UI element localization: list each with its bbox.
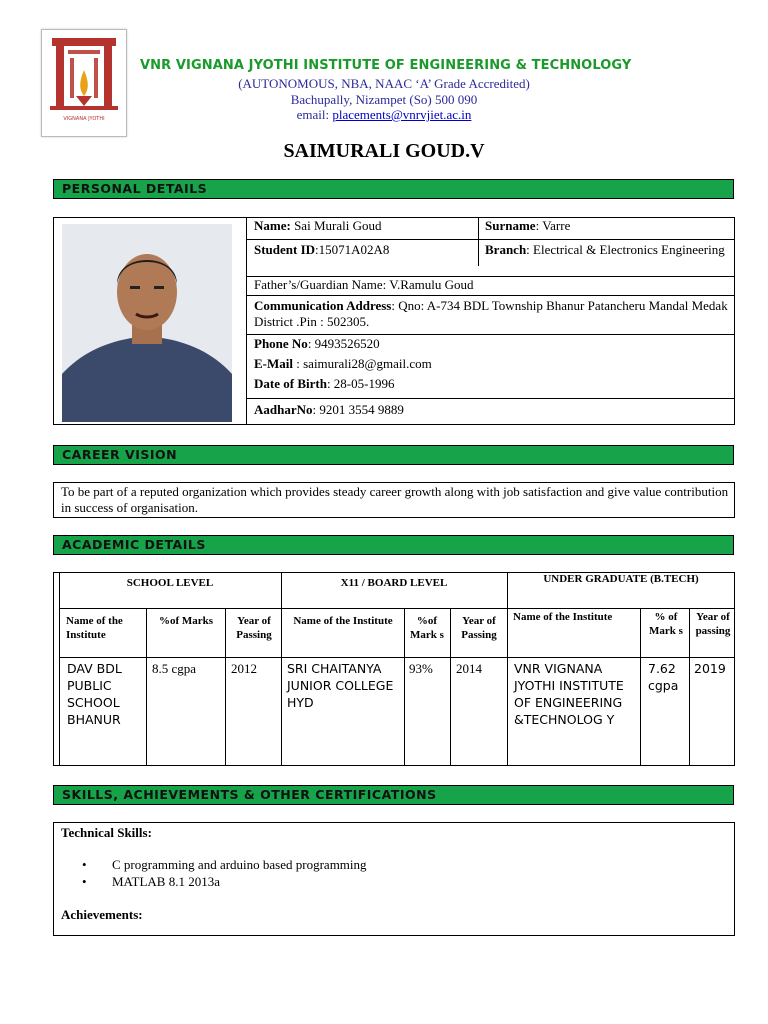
dob-field bbox=[254, 376, 730, 392]
candidate-name: SAIMURALI GOUD.V bbox=[283, 140, 485, 162]
dob-label: Date of Birth bbox=[254, 376, 327, 391]
aadhar-label: AadharNo bbox=[254, 402, 313, 417]
surname-label: Surname bbox=[485, 218, 536, 233]
address-label: Communication Address bbox=[254, 298, 392, 313]
phone-field bbox=[254, 336, 730, 352]
ug-year-col: Year of passing bbox=[695, 611, 731, 637]
aadhar-field bbox=[254, 402, 730, 418]
board-marks: 93% bbox=[409, 661, 433, 676]
school-marks: 8.5 cgpa bbox=[152, 661, 197, 676]
phone-label: Phone No bbox=[254, 336, 308, 351]
personal-details-heading: PERSONAL DETAILS bbox=[53, 179, 734, 199]
school-year: 2012 bbox=[231, 661, 257, 676]
academic-details-heading: ACADEMIC DETAILS bbox=[53, 535, 734, 555]
name-label: Name: bbox=[254, 218, 291, 233]
phone-value: : 9493526520 bbox=[307, 336, 380, 351]
board-marks-col: %of Mark s bbox=[410, 615, 444, 641]
student-id-value: :15071A02A8 bbox=[315, 242, 390, 257]
achievements-heading: Achievements: bbox=[61, 907, 143, 922]
board-institute: SRI CHAITANYA JUNIOR COLLEGE HYD bbox=[287, 661, 394, 710]
email-label: email: bbox=[296, 107, 333, 122]
institute-address: Bachupally, Nizampet (So) 500 090 bbox=[290, 92, 478, 107]
svg-text:VIGNANA JYOTHI: VIGNANA JYOTHI bbox=[63, 116, 105, 122]
placements-email-link[interactable]: placements@vnrvjiet.ac.in bbox=[332, 107, 472, 122]
ug-year: 2019 bbox=[694, 661, 726, 676]
school-institute: DAV BDL PUBLIC SCHOOL BHANUR bbox=[67, 661, 122, 727]
career-vision-text: To be part of a reputed organization which provides steady career growth along with job satisfaction and give value contribution in success of organisation. bbox=[61, 484, 729, 515]
dob-value: : 28-05-1996 bbox=[326, 376, 395, 391]
branch-field bbox=[485, 242, 730, 258]
technical-skills-heading: Technical Skills: bbox=[61, 825, 152, 840]
branch-label: Branch bbox=[485, 242, 527, 257]
skill-item: • C programming and arduino based programming bbox=[82, 856, 722, 873]
ug-institute-col: Name of the Institute bbox=[513, 611, 613, 623]
school-institute-col: Name of the Institute bbox=[66, 615, 123, 641]
name-field bbox=[254, 218, 474, 234]
ug-level-header: UNDER GRADUATE (B.TECH) bbox=[543, 573, 699, 585]
institute-name: VNR VIGNANA JYOTHI INSTITUTE OF ENGINEERING & TECHNOLOGY bbox=[140, 58, 632, 73]
school-level-header: SCHOOL LEVEL bbox=[126, 577, 214, 589]
ug-institute: VNR VIGNANA JYOTHI INSTITUTE OF ENGINEERING &TECHNOLOG Y bbox=[514, 661, 624, 727]
surname-value: : Varre bbox=[535, 218, 571, 233]
student-id-label: Student ID bbox=[254, 242, 316, 257]
email-label: E-Mail bbox=[254, 356, 293, 371]
candidate-photo bbox=[62, 224, 232, 422]
skills-heading: SKILLS, ACHIEVEMENTS & OTHER CERTIFICATIONS bbox=[53, 785, 734, 805]
school-marks-col: %of Marks bbox=[158, 615, 214, 627]
surname-field bbox=[485, 218, 730, 234]
institute-email-line bbox=[0, 107, 768, 123]
name-value: Sai Murali Goud bbox=[290, 218, 382, 233]
technical-skills-list bbox=[82, 856, 722, 890]
board-year-col: Year of Passing bbox=[461, 615, 497, 641]
email-field bbox=[254, 356, 730, 372]
board-institute-col: Name of the Institute bbox=[293, 615, 393, 627]
branch-value: : Electrical & Electronics Engineering bbox=[526, 242, 725, 257]
aadhar-value: : 9201 3554 9889 bbox=[312, 402, 404, 417]
accreditation: (AUTONOMOUS, NBA, NAAC ‘A’ Grade Accredited) bbox=[238, 76, 530, 91]
ug-marks-col: % of Mark s bbox=[649, 611, 683, 637]
address-value: : Qno: A-734 BDL Township Bhanur Patancheru Mandal Medak District .Pin : 502305. bbox=[254, 298, 728, 329]
career-vision-heading: CAREER VISION bbox=[53, 445, 734, 465]
father-name-field: Father’s/Guardian Name: V.Ramulu Goud bbox=[254, 277, 474, 292]
ug-marks: 7.62 cgpa bbox=[648, 661, 679, 693]
board-level-header: X11 / BOARD LEVEL bbox=[340, 577, 448, 589]
student-id-field bbox=[254, 242, 474, 258]
skill-item: • MATLAB 8.1 2013a bbox=[82, 873, 722, 890]
school-year-col: Year of Passing bbox=[236, 615, 272, 641]
email-value: : saimurali28@gmail.com bbox=[293, 356, 432, 371]
board-year: 2014 bbox=[456, 661, 482, 676]
address-field bbox=[254, 298, 730, 330]
